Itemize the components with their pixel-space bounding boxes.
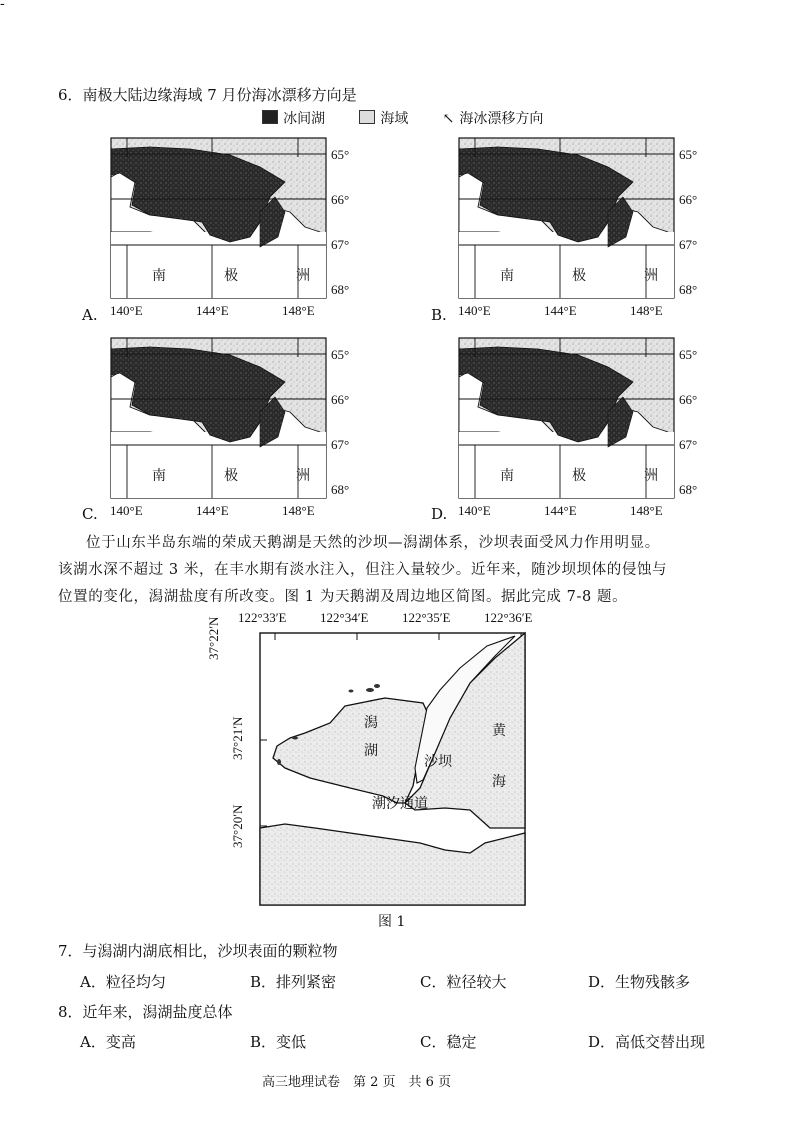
corner-mark: - [0,0,5,12]
q6-map-a-continent-3: 洲 [296,268,310,284]
figure-1-map [255,628,527,908]
fig1-lon-2: 122°34′E [320,610,369,625]
q6-map-d-lon-2: 144°E [544,503,577,518]
q7-option-d[interactable]: D．生物残骸多 [588,973,691,991]
q6-option-d[interactable]: D. [431,505,448,523]
q6-map-c-lat-4: 68° [331,482,350,497]
question-7-stem: 7．与潟湖内湖底相比，沙坝表面的颗粒物 [58,942,338,960]
q6-map-d-lat-2: 66° [679,392,698,407]
q6-map-d-continent-3: 洲 [644,468,658,484]
q6-map-b [458,137,675,299]
q8-option-b[interactable]: B．变低 [250,1033,307,1051]
q6-map-a-lat-3: 67° [331,237,350,252]
q6-map-a [110,137,327,299]
q6-map-d [458,337,675,499]
fig1-lat-2: 37°21′N [230,716,245,760]
q6-map-b-continent-1: 南 [500,268,514,284]
q6-map-d-continent-1: 南 [500,468,514,484]
fig1-label-lagoon-2: 湖 [364,743,378,759]
legend-sea-label: 海域 [380,111,409,127]
q6-map-d-lat-4: 68° [679,482,698,497]
q6-map-b-lat-4: 68° [679,282,698,297]
q6-option-c[interactable]: C. [82,505,98,523]
passage-line-1: 位于山东半岛东端的荣成天鹅湖是天然的沙坝—潟湖体系，沙坝表面受风力作用明显。 [86,535,660,551]
q6-map-a-lon-3: 148°E [282,303,315,318]
q6-map-b-lat-2: 66° [679,192,698,207]
fig1-lat-3: 37°20′N [230,804,245,848]
fig1-label-lagoon-1: 潟 [364,715,378,731]
passage-line-2: 该湖水深不超过 3 米，在丰水期有淡水注入，但注入量较少。近年来，随沙坝坝体的侵蚀与 [58,562,668,578]
q6-map-b-lat-1: 65° [679,147,698,162]
passage-line-3: 位置的变化，潟湖盐度有所改变。图 1 为天鹅湖及周边地区简图。据此完成 7-8 题。 [58,589,628,605]
q7-option-c[interactable]: C．粒径较大 [420,973,507,991]
fig1-lon-3: 122°35′E [402,610,451,625]
q6-map-b-lon-1: 140°E [458,303,491,318]
fig1-label-sandbar: 沙坝 [424,754,452,770]
q6-map-c-lon-1: 140°E [110,503,143,518]
q6-map-c-lat-1: 65° [331,347,350,362]
q6-map-a-lon-1: 140°E [110,303,143,318]
q6-map-b-lon-2: 144°E [544,303,577,318]
q6-map-a-continent-1: 南 [152,268,166,284]
question-6-stem: 6．南极大陆边缘海域 7 月份海冰漂移方向是 [58,86,357,104]
q6-map-a-lat-1: 65° [331,147,350,162]
q6-map-c-lat-2: 66° [331,392,350,407]
q6-map-b-lat-3: 67° [679,237,698,252]
q6-map-a-lat-2: 66° [331,192,350,207]
q6-legend [262,108,543,128]
q6-map-c [110,337,327,499]
page-footer: 高三地理试卷 第 2 页 共 6 页 [262,1075,452,1090]
q6-map-c-continent-1: 南 [152,468,166,484]
q6-map-d-lon-3: 148°E [630,503,663,518]
q8-option-d[interactable]: D．高低交替出现 [588,1033,706,1051]
fig1-label-sea-2: 海 [492,774,506,790]
legend-ice-label: 冰间湖 [283,111,326,127]
sea-swatch-icon [359,110,375,124]
ice-swatch-icon [262,110,278,124]
fig1-lon-4: 122°36′E [484,610,533,625]
q7-option-b[interactable]: B．排列紧密 [250,973,337,991]
fig1-lon-1: 122°33′E [238,610,287,625]
q6-option-b[interactable]: B. [431,306,447,324]
q6-map-c-lat-3: 67° [331,437,350,452]
fig1-lat-1: 37°22′N [206,616,221,660]
q6-map-a-continent-2: 极 [224,268,238,284]
q6-map-b-continent-2: 极 [572,268,586,284]
q6-map-c-continent-2: 极 [224,468,238,484]
q6-map-d-lat-3: 67° [679,437,698,452]
question-8-stem: 8．近年来，潟湖盐度总体 [58,1003,233,1021]
q6-map-d-lon-1: 140°E [458,503,491,518]
passage [58,530,758,611]
q6-map-b-lon-3: 148°E [630,303,663,318]
figure-1-caption: 图 1 [378,914,406,930]
legend-drift-label: 海冰漂移方向 [459,111,544,127]
q6-map-c-lon-2: 144°E [196,503,229,518]
q6-map-a-lon-2: 144°E [196,303,229,318]
fig1-label-channel: 潮汐通道 [372,796,428,812]
q7-option-a[interactable]: A．粒径均匀 [80,973,166,991]
q6-map-a-lat-4: 68° [331,282,350,297]
q6-map-b-continent-3: 洲 [644,268,658,284]
q6-map-c-lon-3: 148°E [282,503,315,518]
q6-map-d-lat-1: 65° [679,347,698,362]
drift-arrow-icon: ↖ [442,111,455,127]
q8-option-a[interactable]: A．变高 [80,1033,136,1051]
q6-option-a[interactable]: A. [82,306,98,324]
q8-option-c[interactable]: C．稳定 [420,1033,477,1051]
fig1-label-sea-1: 黄 [492,723,506,739]
q6-map-d-continent-2: 极 [572,468,586,484]
q6-map-c-continent-3: 洲 [296,468,310,484]
